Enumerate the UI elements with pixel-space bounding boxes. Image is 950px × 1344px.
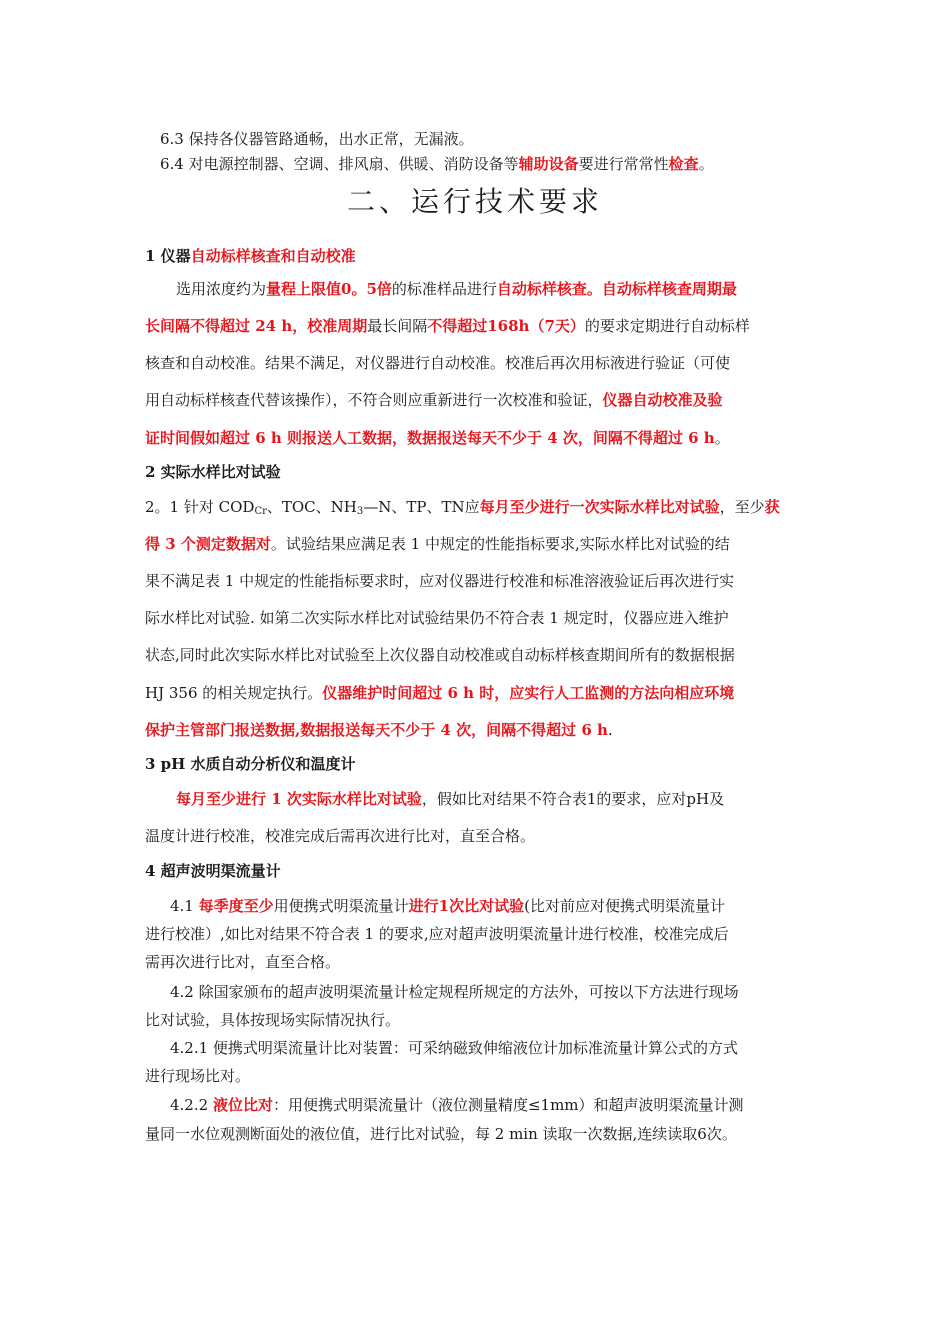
text: 1 仪器 — [145, 247, 191, 265]
highlight: 量程上限值0。5倍 — [266, 280, 392, 298]
text: 要进行常常性 — [578, 155, 669, 173]
s2-line-7 — [145, 720, 613, 740]
item-6-4 — [160, 154, 714, 174]
s4-1-line-2: 进行校准）,如比对结果不符合表 1 的要求,应对超声波明渠流量计进行校准，校准完成后 — [145, 925, 729, 943]
s2-line-4: 际水样比对试验. 如第二次实际水样比对试验结果仍不符合表 1 规定时，仪器应进入维护 — [145, 609, 729, 627]
section-3-heading: 3 pH 水质自动分析仪和温度计 — [145, 755, 356, 773]
text: 4.2.2 — [170, 1096, 213, 1114]
highlight: 长间隔不得超过 24 h，校准周期 — [145, 317, 368, 335]
s2-line-6 — [145, 683, 734, 703]
highlight: 每季度至少 — [198, 897, 274, 915]
text: —N、TP、TN应 — [363, 498, 480, 516]
subscript: 3 — [356, 506, 364, 517]
highlight: 不得超过168h（7天） — [427, 317, 585, 335]
text: 。试验结果应满足表 1 中规定的性能指标要求,实际水样比对试验的结 — [270, 535, 730, 553]
text: 、TOC、NH — [266, 498, 357, 516]
text: 6.4 对电源控制器、空调、排风扇、供暖、消防设备等 — [160, 155, 519, 173]
s2-line-1 — [145, 497, 780, 522]
highlight: 每月至少进行一次实际水样比对试验 — [479, 498, 720, 516]
s4-1-line-3: 需再次进行比对，直至合格。 — [145, 953, 341, 971]
text: 用自动标样核查代替该操作），不符合则应重新进行一次校准和验证， — [145, 391, 603, 409]
highlight: 每月至少进行 1 次实际水样比对试验 — [176, 790, 422, 808]
s4-2-line-1: 4.2 除国家颁布的超声波明渠流量计检定规程所规定的方法外，可按以下方法进行现场 — [170, 983, 739, 1001]
highlight: 得 3 个测定数据对 — [145, 535, 271, 553]
section-title: 二、运行技术要求 — [346, 185, 603, 218]
text: . — [607, 721, 613, 739]
s1-line-2 — [145, 316, 750, 336]
text: 4.1 — [170, 897, 199, 915]
highlight: 保护主管部门报送数据,数据报送每天不少于 4 次，间隔不得超过 6 h — [145, 721, 608, 739]
s4-2-2-line-1 — [170, 1095, 744, 1115]
text: HJ 356 的相关规定执行。 — [145, 684, 323, 702]
s1-line-4 — [145, 390, 723, 410]
item-6-3 — [160, 129, 474, 149]
s1-line-1 — [176, 279, 737, 299]
s2-line-3: 果不满足表 1 中规定的性能指标要求时，应对仪器进行校准和标准溶液验证后再次进行实 — [145, 572, 735, 590]
highlight: 仪器维护时间超过 6 h 时，应实行人工监测的方法向相应环境 — [322, 684, 735, 702]
highlight: 辅助设备 — [518, 155, 579, 173]
text: 。 — [698, 155, 714, 173]
s3-line-2: 温度计进行校准，校准完成后需再次进行比对，直至合格。 — [145, 827, 536, 845]
section-4-heading: 4 超声波明渠流量计 — [145, 862, 281, 880]
highlight: 自动标样核查。自动标样核查周期最 — [496, 280, 737, 298]
text: ，至少 — [719, 498, 765, 516]
s4-1-line-1 — [170, 896, 725, 916]
text: 的标准样品进行 — [391, 280, 497, 298]
subscript: Cr — [254, 506, 267, 517]
highlight: 液位比对 — [212, 1096, 273, 1114]
s2-line-5: 状态,同时此次实际水样比对试验至上次仪器自动校准或自动标样核查期间所有的数据根据 — [145, 646, 735, 664]
text: (比对前应对便携式明渠流量计 — [524, 897, 725, 915]
s4-2-1-line-2: 进行现场比对。 — [145, 1067, 251, 1085]
s4-2-1-line-1: 4.2.1 便携式明渠流量计比对装置：可采纳磁致伸缩液位计加标准流量计算公式的方式 — [170, 1039, 738, 1057]
text: ：用便携式明渠流量计（液位测量精度≤1mm）和超声波明渠流量计测 — [272, 1096, 744, 1114]
s4-2-line-2: 比对试验，具体按现场实际情况执行。 — [145, 1011, 401, 1029]
text: ，假如比对结果不符合表1的要求，应对pH及 — [421, 790, 725, 808]
s1-line-3: 核查和自动校准。结果不满足，对仪器进行自动校准。校准后再次用标液进行验证（可使 — [145, 354, 731, 372]
highlight: 仪器自动校准及验 — [602, 391, 723, 409]
highlight: 证时间假如超过 6 h 则报送人工数据，数据报送每天不少于 4 次，间隔不得超过 6 h — [145, 429, 715, 447]
s3-line-1 — [176, 789, 724, 809]
text: 。 — [714, 429, 730, 447]
text: 最长间隔 — [367, 317, 428, 335]
text: 6.3 保持各仪器管路通畅，出水正常，无漏液。 — [160, 130, 474, 148]
text: 用便携式明渠流量计 — [273, 897, 409, 915]
highlight: 检查 — [668, 155, 699, 173]
section-2-heading: 2 实际水样比对试验 — [145, 463, 281, 481]
s2-line-2 — [145, 534, 730, 554]
s1-line-5 — [145, 428, 730, 448]
highlight: 进行1次比对试验 — [408, 897, 525, 915]
s4-2-2-line-2: 量同一水位观测断面处的液位值，进行比对试验，每 2 min 读取一次数据,连续读取6次。 — [145, 1125, 737, 1143]
highlight: 自动标样核查和自动校准 — [190, 247, 356, 265]
highlight: 获 — [764, 498, 780, 516]
section-1-heading — [145, 246, 356, 266]
text: 的要求定期进行自动标样 — [584, 317, 750, 335]
text: 选用浓度约为 — [176, 280, 267, 298]
text: 2。1 针对 COD — [145, 498, 255, 516]
